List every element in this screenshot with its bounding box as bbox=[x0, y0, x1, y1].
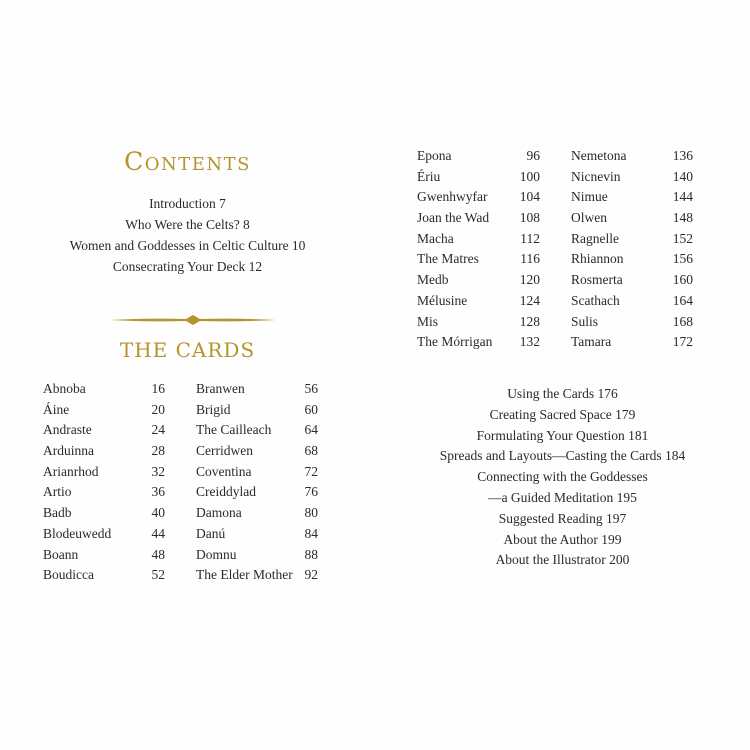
card-page: 80 bbox=[304, 505, 318, 521]
card-entry bbox=[417, 291, 540, 312]
card-entry bbox=[43, 545, 165, 566]
card-page: 72 bbox=[304, 463, 318, 479]
card-entry bbox=[43, 420, 165, 441]
flourish-divider-icon bbox=[108, 313, 278, 327]
card-entry bbox=[417, 208, 540, 229]
card-name: The Mórrigan bbox=[417, 334, 493, 350]
card-entry bbox=[196, 565, 318, 586]
card-name: Domnu bbox=[196, 546, 237, 562]
card-name: Boudicca bbox=[43, 567, 94, 583]
card-page: 100 bbox=[519, 168, 540, 184]
toc-entry: About the Illustrator 200 bbox=[495, 552, 630, 568]
card-page: 32 bbox=[151, 463, 165, 479]
card-name: Rhiannon bbox=[571, 251, 624, 267]
card-entry bbox=[571, 312, 693, 333]
card-page: 40 bbox=[151, 505, 165, 521]
card-name: Mis bbox=[417, 313, 439, 329]
card-entry bbox=[571, 167, 693, 188]
card-name: Olwen bbox=[571, 210, 607, 226]
card-entry bbox=[196, 503, 318, 524]
card-page: 96 bbox=[526, 148, 540, 163]
card-name: Áine bbox=[43, 401, 70, 417]
card-name: Gwenhwyfar bbox=[417, 189, 488, 205]
cards-column-4 bbox=[571, 146, 693, 353]
card-entry bbox=[196, 441, 318, 462]
card-page: 120 bbox=[519, 272, 540, 288]
cards-heading: THE CARDS bbox=[119, 338, 256, 362]
card-entry bbox=[196, 379, 318, 400]
right-page bbox=[375, 0, 750, 750]
card-entry bbox=[571, 270, 693, 291]
card-page: 124 bbox=[519, 292, 540, 308]
toc-entry: Creating Sacred Space 179 bbox=[489, 406, 636, 422]
card-entry bbox=[417, 312, 540, 333]
card-page: 84 bbox=[304, 525, 318, 541]
card-entry bbox=[571, 208, 693, 229]
card-page: 44 bbox=[151, 525, 165, 541]
card-entry bbox=[571, 291, 693, 312]
card-page: 64 bbox=[304, 422, 318, 438]
card-name: Artio bbox=[43, 484, 72, 500]
card-page: 92 bbox=[304, 567, 318, 583]
card-page: 168 bbox=[672, 313, 693, 329]
card-entry bbox=[196, 524, 318, 545]
card-name: Nicnevin bbox=[571, 168, 621, 184]
card-name: Brigid bbox=[196, 401, 231, 417]
card-entry bbox=[196, 545, 318, 566]
card-page: 28 bbox=[151, 443, 165, 459]
toc-entry: Suggested Reading 197 bbox=[498, 510, 627, 526]
cards-column-3 bbox=[417, 146, 540, 353]
card-name: Ragnelle bbox=[571, 230, 619, 246]
card-name: Abnoba bbox=[43, 381, 86, 396]
toc-entry: Who Were the Celts? 8 bbox=[125, 217, 250, 232]
card-name: The Elder Mother bbox=[196, 567, 293, 583]
card-name: Blodeuwedd bbox=[43, 525, 112, 541]
card-entry bbox=[43, 400, 165, 421]
card-entry bbox=[417, 249, 540, 270]
card-page: 48 bbox=[151, 546, 165, 562]
cards-column-2 bbox=[196, 379, 318, 586]
card-page: 68 bbox=[304, 443, 318, 459]
card-name: Badb bbox=[43, 505, 72, 521]
card-entry bbox=[571, 229, 693, 250]
card-entry bbox=[417, 270, 540, 291]
card-name: Sulis bbox=[571, 313, 599, 329]
toc-entry: Using the Cards 176 bbox=[507, 386, 618, 401]
card-entry bbox=[43, 503, 165, 524]
card-page: 156 bbox=[672, 251, 693, 267]
front-matter-list bbox=[0, 193, 375, 277]
card-entry bbox=[196, 462, 318, 483]
card-page: 112 bbox=[520, 230, 540, 246]
card-page: 56 bbox=[304, 381, 318, 396]
card-name: Danú bbox=[196, 525, 226, 541]
toc-entry: Connecting with the Goddesses bbox=[477, 469, 648, 485]
card-page: 148 bbox=[672, 210, 693, 226]
card-name: The Matres bbox=[417, 251, 479, 267]
card-entry bbox=[417, 229, 540, 250]
card-entry bbox=[43, 379, 165, 400]
card-page: 16 bbox=[151, 381, 165, 396]
card-name: Creiddylad bbox=[196, 484, 256, 500]
card-name: Ériu bbox=[417, 168, 441, 184]
card-entry bbox=[43, 482, 165, 503]
card-name: Branwen bbox=[196, 381, 245, 396]
card-entry bbox=[571, 332, 693, 353]
card-page: 160 bbox=[672, 272, 693, 288]
contents-heading: Contents bbox=[124, 147, 251, 176]
card-page: 128 bbox=[519, 313, 540, 329]
card-entry bbox=[571, 187, 693, 208]
card-page: 20 bbox=[151, 401, 165, 417]
card-page: 132 bbox=[519, 334, 540, 350]
card-entry bbox=[417, 332, 540, 353]
card-name: Coventina bbox=[196, 463, 252, 479]
card-entry bbox=[43, 462, 165, 483]
card-name: Tamara bbox=[571, 334, 612, 350]
card-name: Mélusine bbox=[417, 292, 468, 308]
card-entry bbox=[417, 167, 540, 188]
card-page: 60 bbox=[304, 401, 318, 417]
card-page: 36 bbox=[151, 484, 165, 500]
card-name: Epona bbox=[417, 148, 452, 163]
toc-entry: —a Guided Meditation 195 bbox=[488, 489, 637, 505]
card-entry bbox=[196, 482, 318, 503]
toc-entry: Consecrating Your Deck 12 bbox=[112, 259, 263, 274]
card-name: Arianrhod bbox=[43, 463, 99, 479]
card-name: Scathach bbox=[571, 292, 620, 308]
card-page: 76 bbox=[304, 484, 318, 500]
toc-entry: Spreads and Layouts—Casting the Cards 184 bbox=[439, 448, 686, 464]
card-entry bbox=[43, 565, 165, 586]
card-page: 152 bbox=[672, 230, 693, 246]
card-entry bbox=[571, 146, 693, 167]
card-entry bbox=[196, 400, 318, 421]
card-name: Macha bbox=[417, 230, 454, 246]
card-name: Arduinna bbox=[43, 443, 94, 459]
card-name: Nimue bbox=[571, 189, 608, 205]
card-page: 108 bbox=[519, 210, 540, 226]
toc-entry: About the Author 199 bbox=[503, 531, 622, 547]
card-name: Boann bbox=[43, 546, 79, 562]
card-name: Joan the Wad bbox=[417, 210, 490, 226]
card-entry bbox=[196, 420, 318, 441]
card-name: Damona bbox=[196, 505, 242, 521]
card-name: Cerridwen bbox=[196, 443, 253, 459]
card-entry bbox=[417, 187, 540, 208]
card-name: The Cailleach bbox=[196, 422, 272, 438]
card-page: 52 bbox=[151, 567, 165, 583]
card-page: 116 bbox=[520, 251, 540, 267]
card-page: 140 bbox=[672, 168, 693, 184]
card-entry bbox=[571, 249, 693, 270]
card-page: 172 bbox=[672, 334, 693, 350]
card-page: 136 bbox=[672, 148, 693, 163]
card-name: Medb bbox=[417, 272, 449, 288]
back-matter-list bbox=[375, 384, 750, 571]
card-page: 24 bbox=[151, 422, 165, 438]
toc-entry: Introduction 7 bbox=[149, 196, 226, 211]
card-page: 144 bbox=[672, 189, 693, 205]
card-name: Andraste bbox=[43, 422, 92, 438]
card-name: Rosmerta bbox=[571, 272, 623, 288]
card-page: 104 bbox=[519, 189, 540, 205]
card-entry bbox=[417, 146, 540, 167]
cards-column-1 bbox=[43, 379, 165, 586]
card-page: 164 bbox=[672, 292, 693, 308]
card-page: 88 bbox=[304, 546, 318, 562]
card-name: Nemetona bbox=[571, 148, 627, 163]
card-entry bbox=[43, 441, 165, 462]
toc-entry: Women and Goddesses in Celtic Culture 10 bbox=[69, 238, 306, 253]
card-entry bbox=[43, 524, 165, 545]
toc-entry: Formulating Your Question 181 bbox=[476, 427, 649, 443]
